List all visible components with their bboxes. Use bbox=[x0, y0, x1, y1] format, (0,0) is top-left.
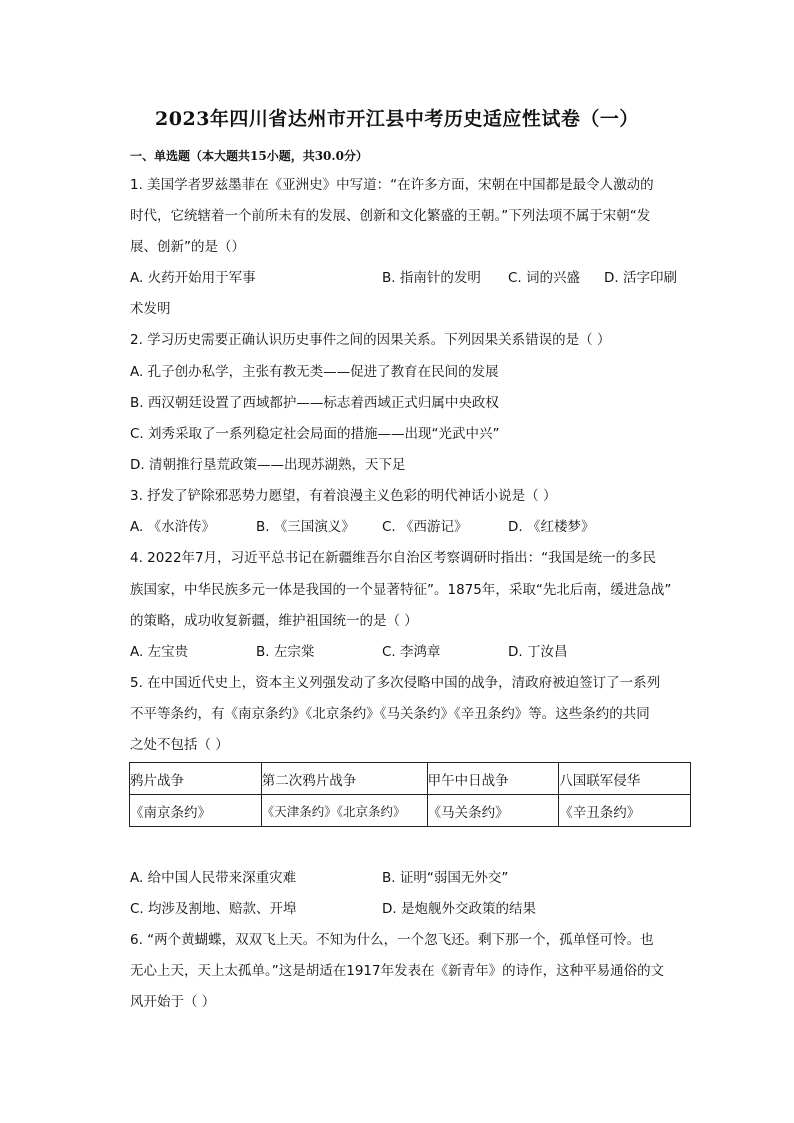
table-cell: 八国联军侵华 bbox=[559, 763, 691, 795]
q1-option-d: D. 活字印刷 bbox=[604, 270, 677, 286]
q2-option-d: D. 清朝推行垦荒政策——出现苏湖熟，天下足 bbox=[130, 457, 406, 473]
q5-option-d: D. 是炮舰外交政策的结果 bbox=[382, 901, 536, 917]
q3-option-d: D. 《红楼梦》 bbox=[508, 519, 595, 535]
q1-option-c: C. 词的兴盛 bbox=[508, 270, 581, 286]
q2-stem: 2. 学习历史需要正确认识历史事件之间的因果关系。下列因果关系错误的是（ ） bbox=[130, 332, 611, 348]
table-row bbox=[130, 763, 691, 795]
q5-option-b: B. 证明“弱国无外交” bbox=[382, 870, 509, 886]
q6-stem-line-3: 风开始于（ ） bbox=[130, 994, 216, 1010]
table-cell: 《马关条约》 bbox=[427, 795, 559, 827]
section-heading: 一、单选题（本大题共15小题，共30.0分） bbox=[130, 149, 368, 163]
q2-option-b: B. 西汉朝廷设置了西域都护——标志着西域正式归属中央政权 bbox=[130, 395, 499, 411]
q5-stem-line-3: 之处不包括（ ） bbox=[130, 737, 229, 753]
table-cell: 《南京条约》 bbox=[130, 795, 262, 827]
q4-stem-line-3: 的策略，成功收复新疆，维护祖国统一的是（ ） bbox=[130, 613, 418, 629]
q3-option-c: C. 《西游记》 bbox=[382, 519, 468, 535]
q4-stem-line-2: 族国家，中华民族多元一体是我国的一个显著特征”。1875年，采取“先北后南，缓进急战” bbox=[130, 582, 672, 598]
q5-option-c: C. 均涉及割地、赔款、开埠 bbox=[130, 901, 297, 917]
q3-option-b: B. 《三国演义》 bbox=[256, 519, 355, 535]
table-cell: 甲午中日战争 bbox=[427, 763, 559, 795]
q4-option-c: C. 李鸿章 bbox=[382, 644, 441, 660]
q3-stem: 3. 抒发了铲除邪恶势力愿望，有着浪漫主义色彩的明代神话小说是（ ） bbox=[130, 488, 557, 504]
q1-stem-line-3: 展、创新”的是（） bbox=[130, 239, 245, 255]
q1-stem-line-1: 1. 美国学者罗兹墨菲在《亚洲史》中写道：“在许多方面，宋朝在中国都是最令人激动的 bbox=[130, 177, 654, 193]
q3-option-a: A. 《水浒传》 bbox=[130, 519, 216, 535]
q4-option-a: A. 左宝贵 bbox=[130, 644, 189, 660]
q1-stem-line-2: 时代，它统辖着一个前所未有的发展、创新和文化繁盛的王朝。”下列法项不属于宋朝“发 bbox=[130, 208, 651, 224]
q1-option-a: A. 火药开始用于军事 bbox=[130, 270, 256, 286]
q5-stem-line-1: 5. 在中国近代史上，资本主义列强发动了多次侵略中国的战争，清政府被迫签订了一系列 bbox=[130, 675, 661, 691]
exam-title: 2023年四川省达州市开江县中考历史适应性试卷（一） bbox=[155, 108, 639, 130]
table-cell: 第二次鸦片战争 bbox=[261, 763, 427, 795]
q6-stem-line-1: 6. “两个黄蝴蝶，双双飞上天。不知为什么，一个忽飞还。剩下那一个，孤单怪可怜。也 bbox=[130, 932, 654, 948]
q1-option-d-wrap: 术发明 bbox=[130, 301, 171, 317]
q4-stem-line-1: 4. 2022年7月，习近平总书记在新疆维吾尔自治区考察调研时指出：“我国是统一的多民 bbox=[130, 550, 657, 566]
q4-option-d: D. 丁汝昌 bbox=[508, 644, 568, 660]
q5-option-a: A. 给中国人民带来深重灾难 bbox=[130, 870, 297, 886]
q2-option-a: A. 孔子创办私学，主张有教无类——促进了教育在民间的发展 bbox=[130, 364, 499, 380]
q6-stem-line-2: 无心上天，天上太孤单。”这是胡适在1917年发表在《新青年》的诗作，这种平易通俗的文 bbox=[130, 963, 665, 979]
table-cell: 《辛丑条约》 bbox=[559, 795, 691, 827]
table-cell: 《天津条约》《北京条约》 bbox=[261, 795, 427, 827]
q1-option-b: B. 指南针的发明 bbox=[382, 270, 481, 286]
table-row bbox=[130, 795, 691, 827]
q5-stem-line-2: 不平等条约，有《南京条约》《北京条约》《马关条约》《辛丑条约》等。这些条约的共同 bbox=[130, 706, 650, 722]
q5-treaty-table bbox=[129, 762, 691, 827]
table-cell: 鸦片战争 bbox=[130, 763, 262, 795]
q4-option-b: B. 左宗棠 bbox=[256, 644, 315, 660]
q2-option-c: C. 刘秀采取了一系列稳定社会局面的措施——出现“光武中兴” bbox=[130, 426, 500, 442]
